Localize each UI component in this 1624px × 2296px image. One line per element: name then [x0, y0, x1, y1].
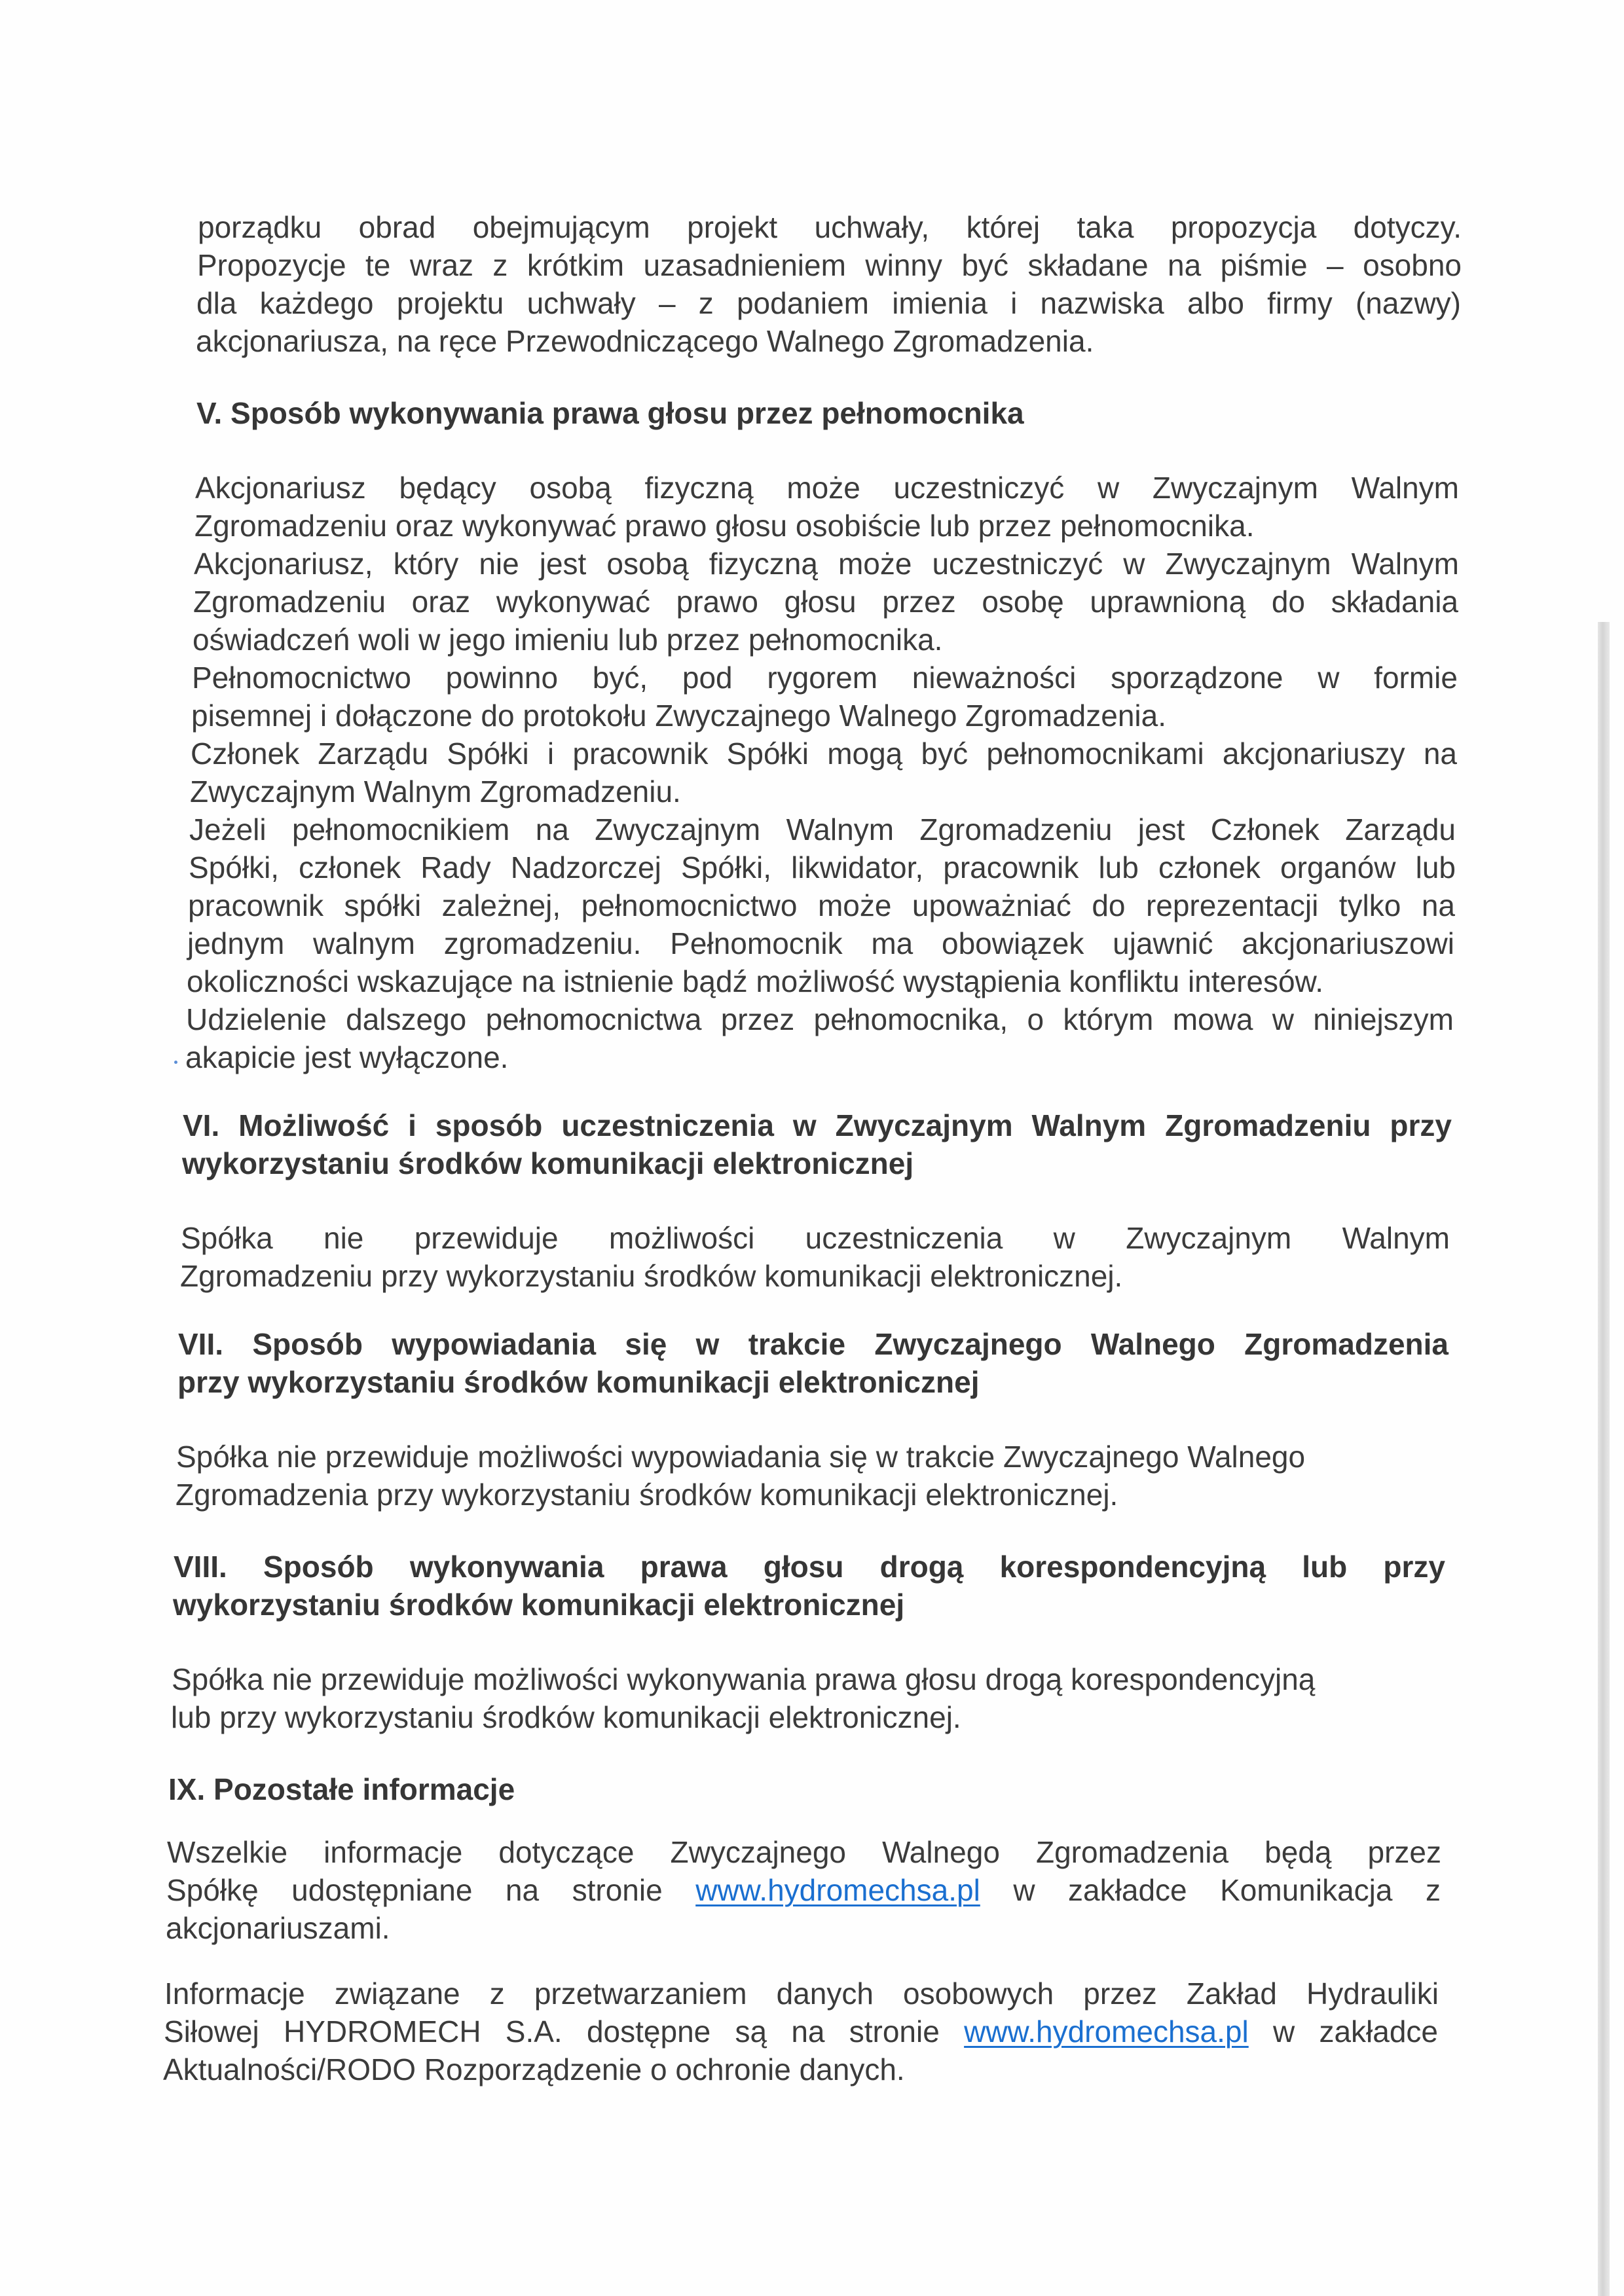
text-line [166, 1871, 1441, 1909]
text-line: pisemnej i dołączone do protokołu Zwyczajnego Walnego Zgromadzenia. [191, 699, 1167, 733]
section-heading: wykorzystaniu środków komunikacji elektronicznej [182, 1146, 914, 1180]
text-line: Wszelkie informacje dotyczące Zwyczajnego Walnego Zgromadzenia będą przez [167, 1835, 1441, 1869]
text-line: porządku obrad obejmującym projekt uchwały, której taka propozycja dotyczy. [198, 210, 1462, 244]
scan-edge-artifact [1598, 622, 1610, 2296]
text-line: Pełnomocnictwo powinno być, pod rygorem nieważności sporządzone w formie [192, 661, 1458, 695]
text-line: akapicie jest wyłączone. [185, 1040, 509, 1074]
scan-speck [174, 1061, 177, 1064]
text-line: akcjonariusza, na ręce Przewodniczącego Walnego Zgromadzenia. [196, 324, 1094, 358]
text-line: lub przy wykorzystaniu środków komunikacji elektronicznej. [171, 1700, 961, 1734]
text-line: Zgromadzeniu oraz wykonywać prawo głosu przez osobę uprawnioną do składania [193, 585, 1458, 619]
text-fragment: Spółkę udostępniane na stronie [166, 1873, 663, 1907]
section-heading: VII. Sposób wypowiadania się w trakcie Zwyczajnego Walnego Zgromadzenia [178, 1327, 1449, 1361]
website-link[interactable]: www.hydromechsa.pl [695, 1873, 980, 1907]
text-line: Zgromadzeniu przy wykorzystaniu środków komunikacji elektronicznej. [180, 1259, 1123, 1293]
text-line: Propozycje te wraz z krótkim uzasadnieniem winny być składane na piśmie – osobno [197, 248, 1462, 282]
text-line: oświadczeń woli w jego imieniu lub przez pełnomocnika. [193, 623, 943, 657]
text-fragment: w zakładce Komunikacja z [1013, 1873, 1441, 1907]
section-heading: V. Sposób wykonywania prawa głosu przez pełnomocnika [196, 396, 1024, 430]
text-line: jednym walnym zgromadzeniu. Pełnomocnik ma obowiązek ujawnić akcjonariuszowi [187, 926, 1454, 960]
text-line: Informacje związane z przetwarzaniem danych osobowych przez Zakład Hydrauliki [164, 1977, 1439, 2011]
text-line [164, 2013, 1438, 2050]
text-line: Spółki, członek Rady Nadzorczej Spółki, likwidator, pracownik lub członek organów lub [189, 850, 1456, 884]
text-line: Jeżeli pełnomocnikiem na Zwyczajnym Walnym Zgromadzeniu jest Członek Zarządu [189, 812, 1456, 847]
text-line: Zgromadzenia przy wykorzystaniu środków komunikacji elektronicznej. [175, 1478, 1118, 1512]
text-line: Spółka nie przewiduje możliwości uczestniczenia w Zwyczajnym Walnym [181, 1221, 1450, 1255]
website-link[interactable]: www.hydromechsa.pl [964, 2014, 1249, 2049]
text-line: Członek Zarządu Spółki i pracownik Spółki mogą być pełnomocnikami akcjonariuszy na [191, 737, 1457, 771]
text-line: pracownik spółki zależnej, pełnomocnictwo może upoważniać do reprezentacji tylko na [188, 888, 1455, 922]
text-line: akcjonariuszami. [166, 1911, 390, 1945]
text-line: Akcjonariusz, który nie jest osobą fizyczną może uczestniczyć w Zwyczajnym Walnym [194, 547, 1459, 581]
section-heading: wykorzystaniu środków komunikacji elektronicznej [173, 1588, 905, 1622]
section-heading: VIII. Sposób wykonywania prawa głosu drogą korespondencyjną lub przy [174, 1550, 1445, 1584]
text-line: Zwyczajnym Walnym Zgromadzeniu. [190, 774, 681, 809]
section-heading: IX. Pozostałe informacje [168, 1772, 515, 1806]
text-line: Spółka nie przewiduje możliwości wypowiadania się w trakcie Zwyczajnego Walnego [176, 1440, 1306, 1474]
text-line: Spółka nie przewiduje możliwości wykonywania prawa głosu drogą korespondencyjną [172, 1662, 1316, 1696]
text-line: okoliczności wskazujące na istnienie bądź możliwość wystąpienia konfliktu interesów. [187, 964, 1324, 998]
text-fragment: w zakładce [1272, 2014, 1439, 2049]
section-heading: przy wykorzystaniu środków komunikacji elektronicznej [177, 1365, 980, 1399]
text-line: Aktualności/RODO Rozporządzenie o ochronie danych. [163, 2052, 905, 2086]
text-line: Zgromadzeniu oraz wykonywać prawo głosu osobiście lub przez pełnomocnika. [194, 509, 1255, 543]
text-line: Udzielenie dalszego pełnomocnictwa przez pełnomocnika, o którym mowa w niniejszym [186, 1002, 1454, 1036]
text-line: dla każdego projektu uchwały – z podaniem imienia i nazwiska albo firmy (nazwy) [196, 286, 1461, 320]
text-fragment: Siłowej HYDROMECH S.A. dostępne są na stronie [164, 2014, 940, 2049]
text-line: Akcjonariusz będący osobą fizyczną może uczestniczyć w Zwyczajnym Walnym [195, 471, 1459, 505]
section-heading: VI. Możliwość i sposób uczestniczenia w Zwyczajnym Walnym Zgromadzeniu przy [183, 1108, 1452, 1142]
